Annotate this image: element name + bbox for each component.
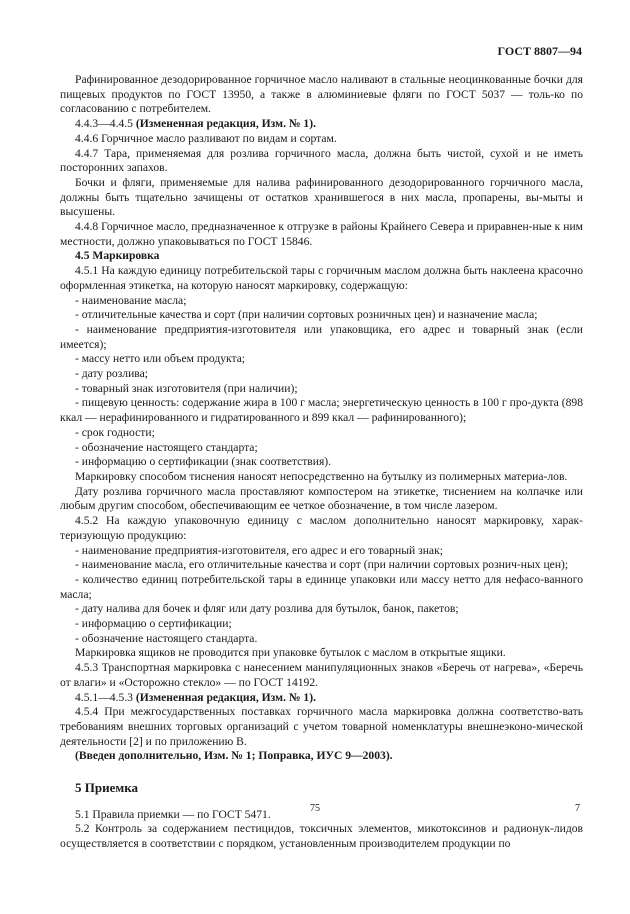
list-item: - наименование предприятия-изготовителя или упаковщика, его адрес и товарный знак (если имеется); xyxy=(60,322,583,351)
list-item: - наименование предприятия-изготовителя, его адрес и его товарный знак; xyxy=(75,543,443,557)
paragraph: 4.4.7 Тара, применяемая для розлива горчичного масла, должна быть чистой, сухой и не иметь посторонних запахов. xyxy=(60,146,583,175)
document-body xyxy=(60,73,583,852)
list-item: - информацию о сертификации; xyxy=(75,617,232,631)
list-item: - пищевую ценность: содержание жира в 100 г масла; энергетическую ценность в 100 г про-дукта (898 ккал — нерафинированного и гидратированного и 899 ккал — рафинированного); xyxy=(60,396,583,425)
amendment-text: (Измененная редакция, Изм. № 1). xyxy=(135,117,316,131)
list-item: - информацию о сертификации (знак соответствия). xyxy=(75,455,332,469)
paragraph: 4.5.2 На каждую упаковочную единицу с маслом дополнительно наносят маркировку, харак-теризующую продукцию: xyxy=(60,514,583,542)
paragraph: 5.1 Правила приемки — по ГОСТ 5471. xyxy=(75,807,271,821)
list-item: - массу нетто или объем продукта; xyxy=(75,352,246,366)
page-number: 7 xyxy=(575,803,580,814)
paragraph: Маркировка ящиков не проводится при упаковке бутылок с маслом в открытые ящики. xyxy=(75,646,506,660)
paragraph: 5.2 Контроль за содержанием пестицидов, токсичных элементов, микотоксинов и радионук-лидов осуществляется в соответствии с порядком, установленным производителем продукции по xyxy=(60,822,583,851)
amendment-note xyxy=(60,117,583,132)
amendment-clause-number: 4.5.1—4.5.3 xyxy=(75,690,136,704)
list-item: - дату налива для бочек и фляг или дату розлива для бутылок, банок, пакетов; xyxy=(75,602,459,616)
list-item: - наименование масла, его отличительные качества и сорт (при наличии сортовых рознич-ных цен); xyxy=(75,558,569,572)
list-item: - наименование масла; xyxy=(75,293,187,307)
amendment-text: (Измененная редакция, Изм. № 1). xyxy=(135,690,316,704)
paragraph: Маркировку способом тиснения наносят непосредственно на бутылку из полимерных материа-лов. xyxy=(75,469,568,483)
list-item: - обозначение настоящего стандарта; xyxy=(75,440,258,454)
list-item: - обозначение настоящего стандарта. xyxy=(75,631,258,645)
list-item: - количество единиц потребительской тары в единице упаковки или массу нетто для нефасо-ванного масла; xyxy=(60,572,583,601)
paragraph: Дату розлива горчичного масла проставляют компостером на этикетке, тиснением на колпачке или любым другим способом, обеспечивающим ее четкое обозначение, в том числе лазером. xyxy=(60,484,583,513)
paragraph: 4.4.8 Горчичное масло, предназначенное к отгрузке в районы Крайнего Севера и приравнен-ные к ним местности, должно упаковываться по ГОСТ 15846. xyxy=(60,220,583,248)
section-title: 5 Приемка xyxy=(75,780,139,796)
list-item: - отличительные качества и сорт (при наличии сортовых розничных цен) и назначение масла; xyxy=(75,308,538,322)
document-code: ГОСТ 8807—94 xyxy=(497,44,582,58)
amendment-clause-number: 4.4.3—4.4.5 xyxy=(75,117,136,131)
footer-center-number: 75 xyxy=(310,803,320,814)
list-item: - дату розлива; xyxy=(75,367,148,381)
paragraph: 4.5.1 На каждую единицу потребительской тары с горчичным маслом должна быть наклеена красочно оформленная этикетка, на которую наносят маркировку, содержащую: xyxy=(60,264,583,292)
paragraph: 4.5.4 При межгосударственных поставках горчичного масла маркировка должна соответство-вать требованиям внешних торговых организаций с учетом товарной номенклатуры внешнеэконо-мической деятельности [2] и по приложению В. xyxy=(60,705,583,748)
paragraph: 4.4.6 Горчичное масло разливают по видам и сортам. xyxy=(75,131,337,145)
list-item: - товарный знак изготовителя (при наличии); xyxy=(75,381,298,395)
amendment-note xyxy=(60,691,583,706)
section-heading: 4.5 Маркировка xyxy=(75,249,160,263)
paragraph: Бочки и фляги, применяемые для налива рафинированного дезодорированного горчичного масла, должны быть тщательно зачищены от остатков хранившегося в них масла, пропарены, вы-мыты и высушены. xyxy=(60,175,583,219)
paragraph: 4.5.3 Транспортная маркировка с нанесением манипуляционных знаков «Беречь от нагрева», «Беречь от влаги» и «Осторожно стекло» — по ГОСТ 14192. xyxy=(60,661,583,689)
paragraph: Рафинированное дезодорированное горчичное масло наливают в стальные неоцинкованные бочки для пищевых продуктов по ГОСТ 13950, а также в алюминиевые фляги по ГОСТ 5037 — толь-ко по согласованию с потребителем. xyxy=(60,73,583,116)
section-heading: (Введен дополнительно, Изм. № 1; Поправка, ИУС 9—2003). xyxy=(75,749,393,763)
list-item: - срок годности; xyxy=(75,425,155,439)
